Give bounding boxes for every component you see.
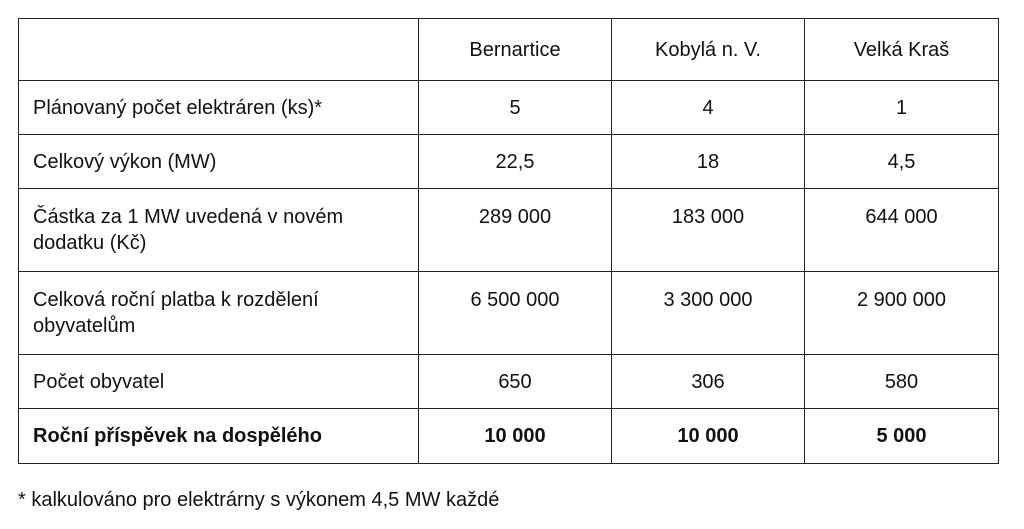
table-cell: 4,5	[805, 135, 999, 189]
table-row	[19, 189, 999, 272]
table-cell: 2 900 000	[805, 272, 999, 355]
data-table	[18, 18, 999, 464]
table-cell: 10 000	[419, 409, 612, 464]
table-cell: 183 000	[612, 189, 805, 272]
row-label: Roční příspěvek na dospělého	[19, 409, 419, 464]
row-label: Celkový výkon (MW)	[19, 135, 419, 189]
header-cell-velka-kras: Velká Kraš	[805, 19, 999, 81]
header-cell-kobyla: Kobylá n. V.	[612, 19, 805, 81]
total-row	[19, 409, 999, 464]
table-cell: 289 000	[419, 189, 612, 272]
header-cell-bernartice: Bernartice	[419, 19, 612, 81]
table-cell: 5	[419, 81, 612, 135]
table-row	[19, 355, 999, 409]
table-cell: 6 500 000	[419, 272, 612, 355]
table-cell: 306	[612, 355, 805, 409]
table-cell: 3 300 000	[612, 272, 805, 355]
table-cell: 4	[612, 81, 805, 135]
table-cell: 1	[805, 81, 999, 135]
row-label: Plánovaný počet elektráren (ks)*	[19, 81, 419, 135]
row-label: Celková roční platba k rozdělení obyvatelům	[19, 272, 419, 355]
header-cell-empty	[19, 19, 419, 81]
footnote: * kalkulováno pro elektrárny s výkonem 4,5 MW každé	[18, 489, 500, 511]
header-row	[19, 19, 999, 81]
table-cell: 22,5	[419, 135, 612, 189]
table-cell: 650	[419, 355, 612, 409]
table-cell: 18	[612, 135, 805, 189]
row-label: Počet obyvatel	[19, 355, 419, 409]
table-cell: 10 000	[612, 409, 805, 464]
row-label: Částka za 1 MW uvedená v novém dodatku (Kč)	[19, 189, 419, 272]
table-row	[19, 135, 999, 189]
table-cell: 580	[805, 355, 999, 409]
table-cell: 5 000	[805, 409, 999, 464]
table-row	[19, 81, 999, 135]
table-row	[19, 272, 999, 355]
table-cell: 644 000	[805, 189, 999, 272]
